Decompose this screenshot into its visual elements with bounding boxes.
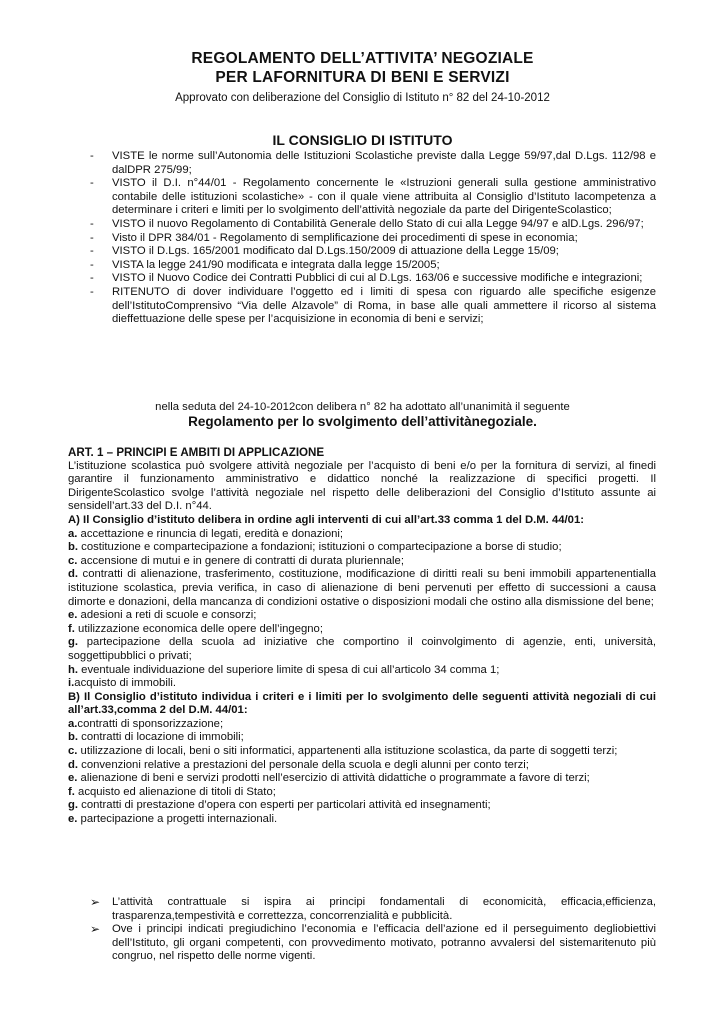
item-text: contratti di alienazione, trasferimento, costituzione, modificazione di diritti reali su beni immobili appartenentialla istituzione scolastica, previa verifica, in caso di alienazione di beni pervenuti per effetto di successioni a causa dimorte e donazioni, della mancanza di condizioni ostative o disposizioni modali che ostino alla dismissione del bene;: [68, 568, 656, 608]
premise-text: VISTO il nuovo Regolamento di Contabilità Generale dello Stato di cui alla Legge 94/97 e alD.Lgs. 296/97;: [112, 217, 644, 230]
principle-text: Ove i principi indicati pregiudichino l’economia e l’efficacia dell’azione ed il perseguimento degliobiettivi dell’Istituto, gli organi competenti, con provvedimento motivato, potranno avvalersi del sistemaritenuto più congruo, nel rispetto delle norme vigenti.: [112, 923, 656, 963]
section-a-item: [68, 541, 656, 555]
premise-text: VISTO il D.Lgs. 165/2001 modificato dal D.Lgs.150/2009 di attuazione della Legge 15/09;: [112, 245, 559, 258]
section-b-item: [68, 772, 656, 786]
dash-bullet-icon: -: [90, 217, 94, 230]
premise-item: [90, 245, 656, 259]
principles-list: [90, 896, 656, 964]
section-b-item: [68, 813, 656, 827]
item-text: partecipazione della scuola ad iniziative che comportino il coinvolgimento di agenzie, enti, università, soggettipubblici o privati;: [68, 636, 656, 662]
item-letter: b.: [68, 731, 79, 744]
premise-text: VISTA la legge 241/90 modificata e integrata dalla legge 15/2005;: [112, 258, 440, 271]
item-text: convenzioni relative a prestazioni del personale della scuola e degli alunni per conto terzi;: [78, 758, 529, 771]
item-letter: a.: [68, 717, 78, 730]
item-letter: f.: [68, 785, 75, 798]
item-text: eventuale individuazione del superiore limite di spesa di cui all’articolo 34 comma 1;: [78, 663, 500, 676]
item-text: acquisto ed alienazione di titoli di Stato;: [74, 785, 276, 798]
section-b-item: [68, 718, 656, 732]
dash-bullet-icon: -: [90, 272, 94, 285]
item-letter: h.: [68, 663, 79, 676]
dash-bullet-icon: -: [90, 285, 94, 298]
section-a-item: [68, 555, 656, 569]
item-text: contratti di prestazione d’opera con esperti per particolari attività ed insegnamenti;: [78, 799, 491, 812]
council-heading: IL CONSIGLIO DI ISTITUTO: [272, 132, 453, 148]
item-letter: c.: [68, 554, 78, 567]
premise-item: [90, 259, 656, 273]
premise-text: RITENUTO di dover individuare l’oggetto ed i limiti di spesa con riguardo alle specifiche esigenze dell’IstitutoComprensivo “Via delle Alzavole” di Roma, in base alle quali ammettere il ricorso al sistema dieffettuazione delle spese per l’acquisizione in economia di beni e servizi;: [112, 285, 656, 326]
item-text: adesioni a reti di scuole e consorzi;: [77, 609, 257, 622]
section-b-item: [68, 759, 656, 773]
document-title-line1: REGOLAMENTO DELL’ATTIVITA’ NEGOZIALE: [191, 50, 534, 67]
section-b-item: [68, 745, 656, 759]
section-a-item: [68, 623, 656, 637]
item-letter: a.: [68, 527, 78, 540]
section-a-title: A) Il Consiglio d’istituto delibera in ordine agli interventi di cui all’art.33 comma 1 del D.M. 44/01:: [68, 513, 584, 526]
section-b-item: [68, 731, 656, 745]
item-text: accensione di mutui e in genere di contratti di durata pluriennale;: [77, 554, 404, 567]
section-a-item: [68, 568, 656, 609]
section-b-item: [68, 786, 656, 800]
item-letter: e.: [68, 813, 78, 826]
arrow-bullet-icon: ➢: [90, 922, 101, 937]
article-1-intro: L’istituzione scolastica può svolgere attività negoziale per l’acquisto di beni e/o per la fornitura di servizi, al finedi garantire il funzionamento amministrativo e didattico nonché la realizzazione di specifici progetti. Il DirigenteScolastico svolge l’attività negoziale nel rispetto delle deliberazioni del Consiglio d’Istituto assunte ai sensidell’art.33 del D.I. n°44.: [68, 459, 656, 513]
item-letter: g.: [68, 636, 79, 649]
premise-text: VISTO il D.I. n°44/01 - Regolamento concernente le «Istruzioni generali sulla gestione amministrativo contabile delle istituzioni scolastiche» - con il quale viene attribuita al Consiglio d’Istituto lacompetenza a determinare i criteri e limiti per lo svolgimento dell’attività negoziale da parte del DirigenteScolastico;: [112, 177, 656, 217]
dash-bullet-icon: -: [90, 258, 94, 271]
item-letter: f.: [68, 622, 75, 635]
section-a-item: [68, 664, 656, 678]
regolamento-title: Regolamento per lo svolgimento dell’attivitànegoziale.: [188, 414, 537, 429]
section-a-item: [68, 528, 656, 542]
section-a-item: [68, 609, 656, 623]
section-a-item: [68, 677, 656, 691]
premise-text: Visto il DPR 384/01 - Regolamento di semplificazione dei procedimenti di spese in economia;: [112, 231, 578, 244]
principle-item: [90, 923, 656, 964]
item-letter: e.: [68, 609, 78, 622]
item-text: alienazione di beni e servizi prodotti nell’esercizio di attività didattiche o programmate a favore di terzi;: [77, 772, 590, 785]
dash-bullet-icon: -: [90, 177, 94, 190]
item-text: acquisto di immobili.: [74, 677, 176, 690]
item-letter: c.: [68, 745, 78, 758]
item-text: accettazione e rinuncia di legati, eredità e donazioni;: [77, 527, 344, 540]
seduta-text: nella seduta del 24-10-2012con delibera n° 82 ha adottato all’unanimità il seguente: [155, 401, 570, 413]
section-a-item: [68, 636, 656, 663]
dash-bullet-icon: -: [90, 245, 94, 258]
item-letter: g.: [68, 799, 79, 812]
article-1-title: ART. 1 – PRINCIPI E AMBITI DI APPLICAZIONE: [68, 446, 325, 459]
premises-list: [90, 150, 656, 327]
premise-item: [90, 272, 656, 286]
premise-item: [90, 218, 656, 232]
item-text: contratti di locazione di immobili;: [78, 731, 244, 744]
item-text: utilizzazione di locali, beni o siti informatici, appartenenti alla istituzione scolastica, da parte di soggetti terzi;: [77, 745, 618, 758]
premise-item: [90, 232, 656, 246]
section-b-title: B) Il Consiglio d’istituto individua i criteri e i limiti per lo svolgimento delle seguenti attività negoziali di cui all’art.33,comma 2 del D.M. 44/01:: [68, 690, 656, 717]
item-letter: e.: [68, 772, 78, 785]
item-letter: d.: [68, 758, 79, 771]
item-text: utilizzazione economica delle opere dell’ingegno;: [74, 622, 323, 635]
item-letter: b.: [68, 541, 79, 554]
premise-item: [90, 150, 656, 177]
premise-item: [90, 177, 656, 218]
item-letter: d.: [68, 568, 79, 581]
item-letter: i.: [68, 677, 75, 690]
item-text: contratti di sponsorizzazione;: [77, 717, 224, 730]
section-b-item: [68, 799, 656, 813]
premise-text: VISTE le norme sull’Autonomia delle Istituzioni Scolastiche previste dalla Legge 59/97,dal D.Lgs. 112/98 e dalDPR 275/99;: [112, 150, 656, 176]
principle-item: [90, 896, 656, 923]
arrow-bullet-icon: ➢: [90, 895, 101, 909]
premise-text: VISTO il Nuovo Codice dei Contratti Pubblici di cui al D.Lgs. 163/06 e successive modifiche e integrazioni;: [112, 272, 643, 285]
article-1-body: [68, 446, 656, 827]
premise-item: [90, 286, 656, 327]
item-text: partecipazione a progetti internazionali.: [77, 813, 278, 826]
dash-bullet-icon: -: [90, 150, 94, 162]
principle-text: L’attività contrattuale si ispira ai principi fondamentali di economicità, efficacia,efficienza, trasparenza,tempestività e correttezza, concorrenzialità e pubblicità.: [112, 896, 656, 922]
document-title-line2: PER LAFORNITURA DI BENI E SERVIZI: [215, 69, 510, 86]
document-subtitle: Approvato con deliberazione del Consiglio di Istituto n° 82 del 24-10-2012: [175, 92, 550, 104]
dash-bullet-icon: -: [90, 231, 94, 244]
item-text: costituzione e compartecipazione a fondazioni; istituzioni o compartecipazione a borse di studio;: [78, 541, 562, 554]
